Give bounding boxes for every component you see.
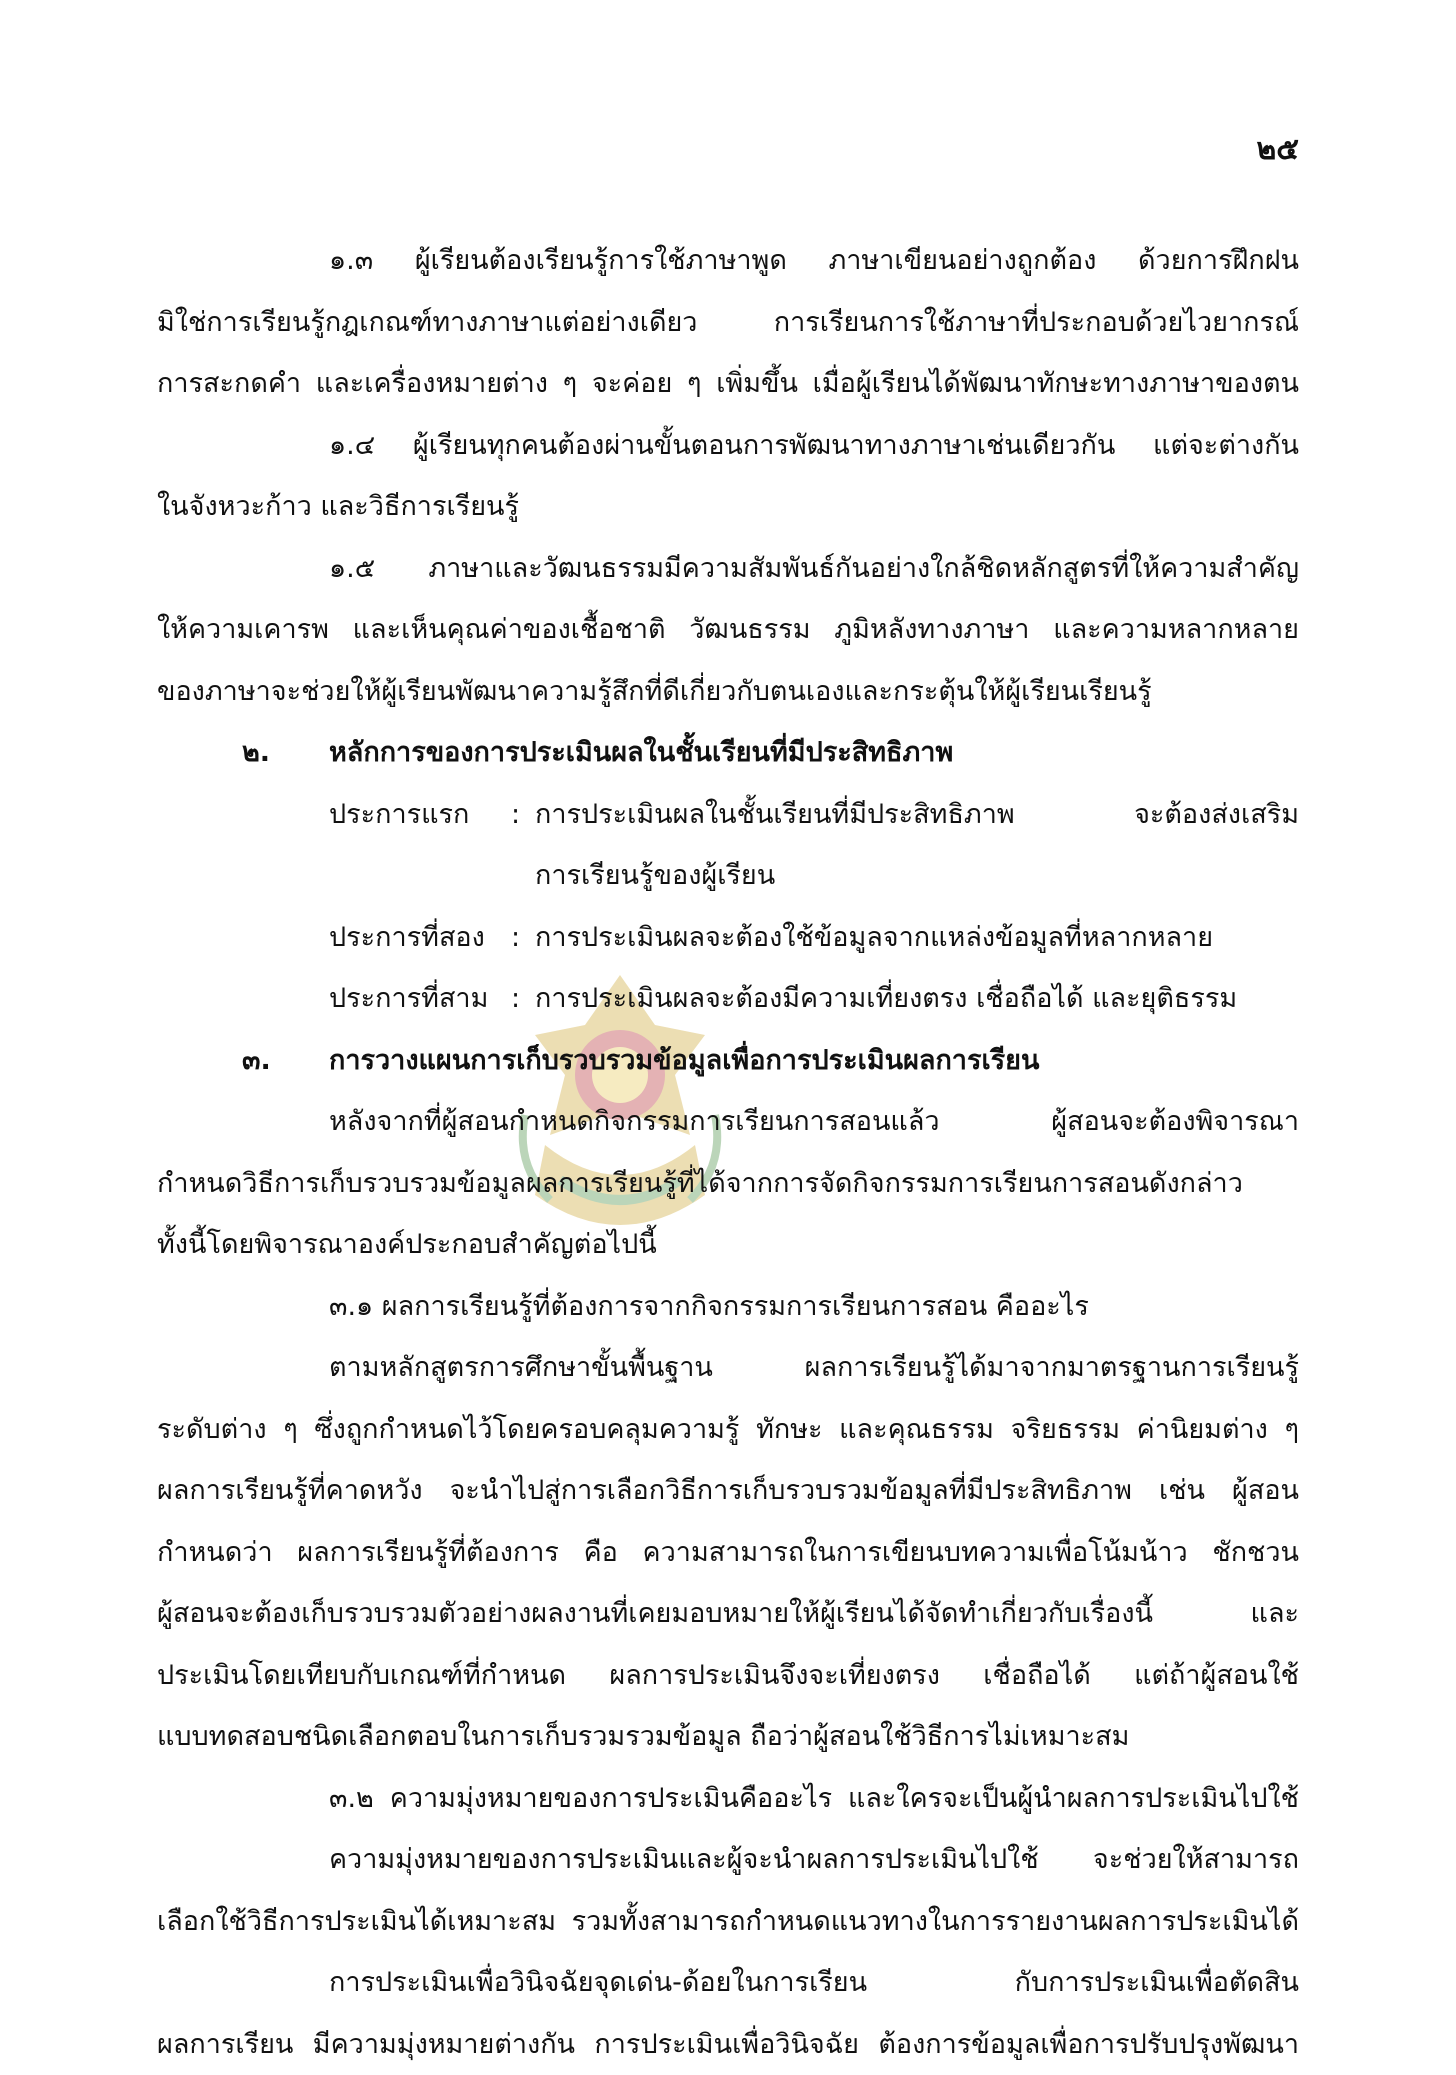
- paragraph-line: ผลการเรียนรู้ที่คาดหวัง จะนำไปสู่การเลือกวิธีการเก็บรวบรวมข้อมูลที่มีประสิทธิภาพ เช่น ผู้สอน: [157, 1460, 1299, 1522]
- section-heading: [157, 1030, 1299, 1092]
- principle-colon: :: [511, 907, 535, 969]
- paragraph-line: ระดับต่าง ๆ ซึ่งถูกกำหนดไว้โดยครอบคลุมความรู้ ทักษะ และคุณธรรม จริยธรรม ค่านิยมต่าง ๆ: [157, 1399, 1299, 1461]
- paragraph-line: การสะกดคำ และเครื่องหมายต่าง ๆ จะค่อย ๆ เพิ่มขึ้น เมื่อผู้เรียนได้พัฒนาทักษะทางภาษาของตน: [157, 353, 1299, 415]
- paragraph-line: ตามหลักสูตรการศึกษาขั้นพื้นฐาน ผลการเรียนรู้ได้มาจากมาตรฐานการเรียนรู้: [157, 1337, 1299, 1399]
- section-title: หลักการของการประเมินผลในชั้นเรียนที่มีประสิทธิภาพ: [329, 737, 953, 768]
- subsection-title: ๓.๒ ความมุ่งหมายของการประเมินคืออะไร และใครจะเป็นผู้นำผลการประเมินไปใช้: [157, 1768, 1299, 1830]
- paragraph-line: ของภาษาจะช่วยให้ผู้เรียนพัฒนาความรู้สึกที่ดีเกี่ยวกับตนเองและกระตุ้นให้ผู้เรียนเรียนรู้: [157, 661, 1299, 723]
- paragraph-line: ๑.๕ ภาษาและวัฒนธรรมมีความสัมพันธ์กันอย่างใกล้ชิดหลักสูตรที่ให้ความสำคัญ: [157, 538, 1299, 600]
- section-number: ๒.: [242, 722, 329, 784]
- paragraph-line: กำหนดว่า ผลการเรียนรู้ที่ต้องการ คือ ความสามารถในการเขียนบทความเพื่อโน้มน้าว ชักชวน: [157, 1522, 1299, 1584]
- page-number: ๒๕: [1257, 130, 1299, 170]
- principle-desc: การประเมินผลจะต้องมีความเที่ยงตรง เชื่อถือได้ และยุติธรรม: [535, 968, 1299, 1030]
- paragraph-line: ความมุ่งหมายของการประเมินและผู้จะนำผลการประเมินไปใช้ จะช่วยให้สามารถ: [157, 1829, 1299, 1891]
- principle-term: ประการแรก: [329, 784, 511, 846]
- paragraph-line: ประเมินโดยเทียบกับเกณฑ์ที่กำหนด ผลการประเมินจึงจะเที่ยงตรง เชื่อถือได้ แต่ถ้าผู้สอนใช้: [157, 1645, 1299, 1707]
- principle-desc: การประเมินผลจะต้องใช้ข้อมูลจากแหล่งข้อมูลที่หลากหลาย: [535, 907, 1299, 969]
- paragraph-line: แบบทดสอบชนิดเลือกตอบในการเก็บรวมรวมข้อมูล ถือว่าผู้สอนใช้วิธีการไม่เหมาะสม: [157, 1706, 1299, 1768]
- paragraph-line: มิใช่การเรียนรู้กฎเกณฑ์ทางภาษาแต่อย่างเดียว การเรียนการใช้ภาษาที่ประกอบด้วยไวยากรณ์: [157, 292, 1299, 354]
- paragraph-line: ในจังหวะก้าว และวิธีการเรียนรู้: [157, 476, 1299, 538]
- paragraph-line: ๑.๔ ผู้เรียนทุกคนต้องผ่านขั้นตอนการพัฒนาทางภาษาเช่นเดียวกัน แต่จะต่างกัน: [157, 415, 1299, 477]
- principle-item: [157, 968, 1299, 1030]
- paragraph-line: ผลการเรียน มีความมุ่งหมายต่างกัน การประเมินเพื่อวินิจฉัย ต้องการข้อมูลเพื่อการปรับปรุงพัฒนา: [157, 2014, 1299, 2075]
- document-body: [157, 230, 1299, 2075]
- principle-item: [157, 784, 1299, 846]
- paragraph-line: กำหนดวิธีการเก็บรวบรวมข้อมูลผลการเรียนรู้ที่ได้จากการจัดกิจกรรมการเรียนการสอนดังกล่าว: [157, 1153, 1299, 1215]
- principle-term: ประการที่สาม: [329, 968, 511, 1030]
- principle-desc: การประเมินผลในชั้นเรียนที่มีประสิทธิภาพ จะต้องส่งเสริม: [535, 784, 1299, 846]
- paragraph-line: การประเมินเพื่อวินิจฉัยจุดเด่น-ด้อยในการเรียน กับการประเมินเพื่อตัดสิน: [157, 1952, 1299, 2014]
- paragraph-line: ให้ความเคารพ และเห็นคุณค่าของเชื้อชาติ วัฒนธรรม ภูมิหลังทางภาษา และความหลากหลาย: [157, 599, 1299, 661]
- section-number: ๓.: [242, 1030, 329, 1092]
- principle-colon: :: [511, 784, 535, 846]
- principle-colon: :: [511, 968, 535, 1030]
- paragraph-line: หลังจากที่ผู้สอนกำหนดกิจกรรมการเรียนการสอนแล้ว ผู้สอนจะต้องพิจารณา: [157, 1091, 1299, 1153]
- section-heading: [157, 722, 1299, 784]
- section-title: การวางแผนการเก็บรวบรวมข้อมูลเพื่อการประเมินผลการเรียน: [329, 1045, 1039, 1076]
- subsection-title: ๓.๑ ผลการเรียนรู้ที่ต้องการจากกิจกรรมการเรียนการสอน คืออะไร: [157, 1276, 1299, 1338]
- paragraph-line: เลือกใช้วิธีการประเมินได้เหมาะสม รวมทั้งสามารถกำหนดแนวทางในการรายงานผลการประเมินได้: [157, 1891, 1299, 1953]
- principle-item: [157, 907, 1299, 969]
- paragraph-line: ผู้สอนจะต้องเก็บรวบรวมตัวอย่างผลงานที่เคยมอบหมายให้ผู้เรียนได้จัดทำเกี่ยวกับเรื่องนี้ และ: [157, 1583, 1299, 1645]
- paragraph-line: ทั้งนี้โดยพิจารณาองค์ประกอบสำคัญต่อไปนี้: [157, 1214, 1299, 1276]
- paragraph-line: ๑.๓ ผู้เรียนต้องเรียนรู้การใช้ภาษาพูด ภาษาเขียนอย่างถูกต้อง ด้วยการฝึกฝน: [157, 230, 1299, 292]
- principle-desc-continued: การเรียนรู้ของผู้เรียน: [157, 845, 1299, 907]
- principle-term: ประการที่สอง: [329, 907, 511, 969]
